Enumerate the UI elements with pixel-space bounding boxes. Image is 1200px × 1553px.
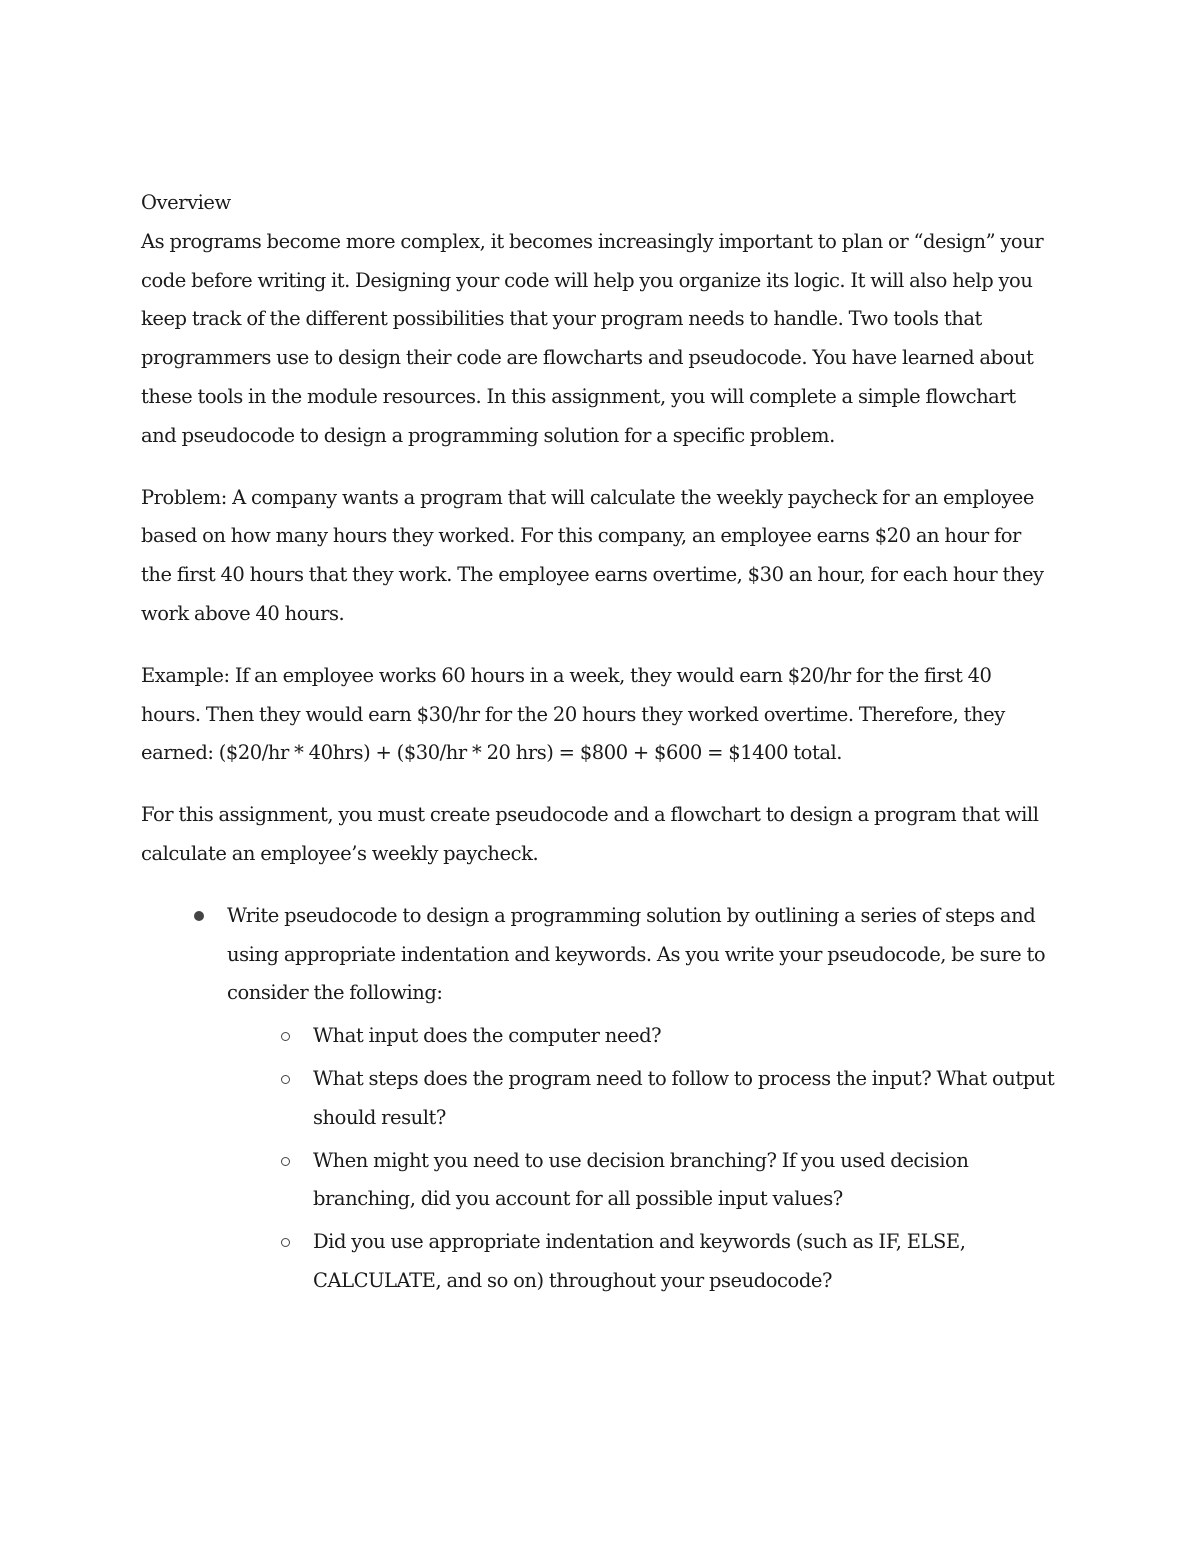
hollow-bullet-icon: [281, 1075, 290, 1084]
bullet-text: Write pseudocode to design a programming solution by outlining a series of steps and using appropriate indentation and keywords. As you write your pseudocode, be sure to consider the following:: [227, 903, 1046, 1005]
section-heading: Overview: [141, 191, 231, 214]
hollow-bullet-icon: [281, 1238, 290, 1247]
sub-bullet-text: What input does the computer need?: [313, 1024, 662, 1048]
example-paragraph: Example: If an employee works 60 hours in a week, they would earn $20/hr for the first 40 hours. Then they would earn $30/hr for the 20 hours they worked overtime. Therefore, they earned: ($20/hr * 40hrs) + ($30/hr * 20 hrs) = $800 + $600 = $1400 total.: [141, 663, 1005, 765]
list-item: [313, 1223, 1056, 1301]
sub-bullet-text: When might you need to use decision branching? If you used decision branching, did you account for all possible input values?: [313, 1148, 969, 1211]
bullet-list: [141, 897, 1056, 1301]
problem-paragraph: Problem: A company wants a program that will calculate the weekly paycheck for an employee based on how many hours they worked. For this company, an employee earns $20 an hour for the first 40 hours that they work. The employee earns overtime, $30 an hour, for each hour they work above 40 hours.: [141, 485, 1044, 625]
list-item: [227, 897, 1056, 1301]
hollow-bullet-icon: [281, 1157, 290, 1166]
overview-paragraph: As programs become more complex, it becomes increasingly important to plan or “design” your code before writing it. Designing your code will help you organize its logic. It will also help you keep track of the different possibilities that your program needs to handle. Two tools that programmers use to design their code are flowcharts and pseudocode. You have learned about these tools in the module resources. In this assignment, you will complete a simple flowchart and pseudocode to design a programming solution for a specific problem.: [141, 229, 1044, 447]
hollow-bullet-icon: [281, 1032, 290, 1041]
list-item: [313, 1142, 1056, 1220]
sub-bullet-text: What steps does the program need to follow to process the input? What output should result?: [313, 1066, 1055, 1129]
filled-bullet-icon: [194, 911, 204, 921]
list-item: [313, 1017, 1056, 1056]
document-body: [141, 184, 1056, 1305]
sub-bullet-text: Did you use appropriate indentation and keywords (such as IF, ELSE, CALCULATE, and so on) throughout your pseudocode?: [313, 1230, 966, 1292]
assignment-paragraph: For this assignment, you must create pseudocode and a flowchart to design a program that will calculate an employee’s weekly paycheck.: [141, 803, 1039, 865]
sub-bullet-list: [227, 1017, 1056, 1301]
list-item: [313, 1060, 1056, 1138]
